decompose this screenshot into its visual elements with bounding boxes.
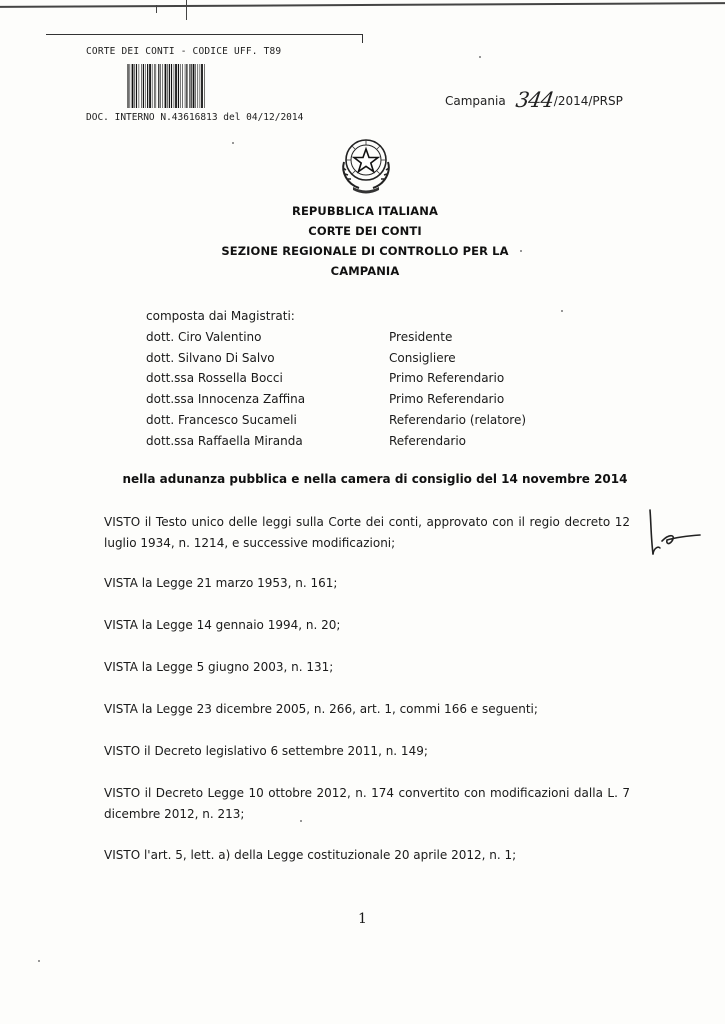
scan-top-tick [156, 5, 157, 13]
recital-paragraph: VISTA la Legge 5 giugno 2003, n. 131; [104, 660, 334, 674]
barcode-bar [136, 64, 137, 108]
barcode-bar [147, 64, 148, 108]
barcode-bar [165, 64, 167, 108]
recital-paragraph: VISTO il Testo unico delle leggi sulla Corte dei conti, approvato con il regio decreto 12 luglio 1934, n. 1214, e successive modificazioni; [104, 515, 630, 550]
scan-top-tick [186, 0, 187, 20]
scan-speck [300, 820, 302, 822]
barcode-bar [171, 64, 172, 108]
magistrate-name: dott. Francesco Sucameli [146, 412, 297, 427]
barcode-bar [162, 64, 163, 108]
scan-speck [38, 960, 40, 962]
heading-court: CORTE DEI CONTI [308, 224, 422, 238]
scan-speck [232, 142, 234, 144]
magistrates-list [146, 306, 527, 452]
barcode-bar [130, 64, 131, 108]
page-number: 1 [358, 911, 367, 927]
barcode-bar [127, 64, 128, 108]
barcode-bar [189, 64, 190, 108]
recital-paragraph: VISTA la Legge 21 marzo 1953, n. 161; [104, 576, 338, 590]
barcode [86, 64, 276, 108]
magistrate-role: Referendario [389, 433, 467, 448]
magistrate-row [146, 410, 527, 431]
magistrate-name: dott.ssa Raffaella Miranda [146, 433, 303, 448]
protocol-stamp [46, 34, 362, 126]
magistrate-row [146, 348, 456, 369]
barcode-bar [132, 64, 134, 108]
recital-paragraph: VISTO il Decreto legislativo 6 settembre 2011, n. 149; [104, 744, 428, 758]
heading-section: SEZIONE REGIONALE DI CONTROLLO PER LA [221, 244, 509, 258]
magistrate-role: Presidente [389, 329, 453, 344]
magistrate-row [146, 368, 505, 389]
reference-prefix: Campania [445, 94, 506, 108]
barcode-bar [174, 64, 175, 108]
magistrate-role: Primo Referendario [389, 371, 505, 386]
barcode-bar [167, 64, 168, 108]
barcode-bar [139, 64, 140, 108]
magistrate-row [146, 431, 467, 452]
magistrate-name: dott.ssa Rossella Bocci [146, 371, 283, 386]
scan-speck [561, 310, 563, 312]
stamp-frame [46, 34, 363, 43]
magistrate-name: dott. Ciro Valentino [146, 329, 262, 344]
recital-paragraph: VISTA la Legge 14 gennaio 1994, n. 20; [104, 618, 341, 632]
barcode-bar [154, 64, 155, 108]
barcode-bar [186, 64, 187, 108]
magistrate-name: dott.ssa Innocenza Zaffina [146, 392, 306, 407]
reference-number [445, 86, 623, 110]
magistrate-row [146, 389, 505, 410]
magistrate-role: Consigliere [389, 350, 456, 365]
barcode-bar [175, 64, 177, 108]
barcode-bar [156, 64, 157, 108]
barcode-bar [134, 64, 135, 108]
reference-suffix: /2014/PRSP [553, 94, 623, 108]
session-line: nella adunanza pubblica e nella camera di consiglio del 14 novembre 2014 [122, 472, 628, 486]
barcode-bar [204, 64, 205, 108]
barcode-bar [197, 64, 198, 108]
barcode-bar [201, 64, 203, 108]
reference-handwritten-number: 344 [514, 88, 555, 112]
barcode-bar [185, 64, 186, 108]
magistrate-row [146, 327, 453, 348]
barcode-bar [145, 64, 146, 108]
italian-republic-emblem [335, 132, 397, 196]
barcode-bar [193, 64, 195, 108]
barcode-bar [195, 64, 196, 108]
heading-region: CAMPANIA [330, 264, 400, 278]
barcode-bar [200, 64, 201, 108]
heading-republic: REPUBBLICA ITALIANA [291, 204, 439, 218]
barcode-bar [169, 64, 170, 108]
magistrate-name: dott. Silvano Di Salvo [146, 350, 275, 365]
barcode-bar [160, 64, 161, 108]
recital-paragraph: VISTA la Legge 23 dicembre 2005, n. 266, art. 1, commi 166 e seguenti; [104, 702, 538, 716]
barcode-bar [152, 64, 153, 108]
barcode-bar [180, 64, 181, 108]
barcode-bar [178, 64, 179, 108]
barcode-bar [143, 64, 144, 108]
barcode-bar [158, 64, 159, 108]
magistrates-intro: composta dai Magistrati: [146, 309, 295, 323]
barcode-bar [141, 64, 142, 108]
magistrate-role: Primo Referendario [389, 392, 505, 407]
scan-speck [479, 56, 481, 58]
scan-top-line [0, 2, 725, 7]
stamp-doc-line: DOC. INTERNO N.43616813 del 04/12/2014 [86, 112, 304, 123]
barcode-bar [149, 64, 151, 108]
barcode-bar [191, 64, 192, 108]
stamp-header: CORTE DEI CONTI - CODICE UFF. T89 [86, 46, 282, 57]
scan-speck [520, 250, 522, 252]
barcode-bar [182, 64, 183, 108]
recital-paragraph: VISTO il Decreto Legge 10 ottobre 2012, n. 174 convertito con modificazioni dalla L. 7 dicembre 2012, n. 213; [104, 786, 630, 821]
recital-paragraph: VISTO l'art. 5, lett. a) della Legge costituzionale 20 aprile 2012, n. 1; [104, 848, 517, 862]
magistrate-role: Referendario (relatore) [389, 412, 527, 427]
handwritten-initials [642, 508, 704, 560]
